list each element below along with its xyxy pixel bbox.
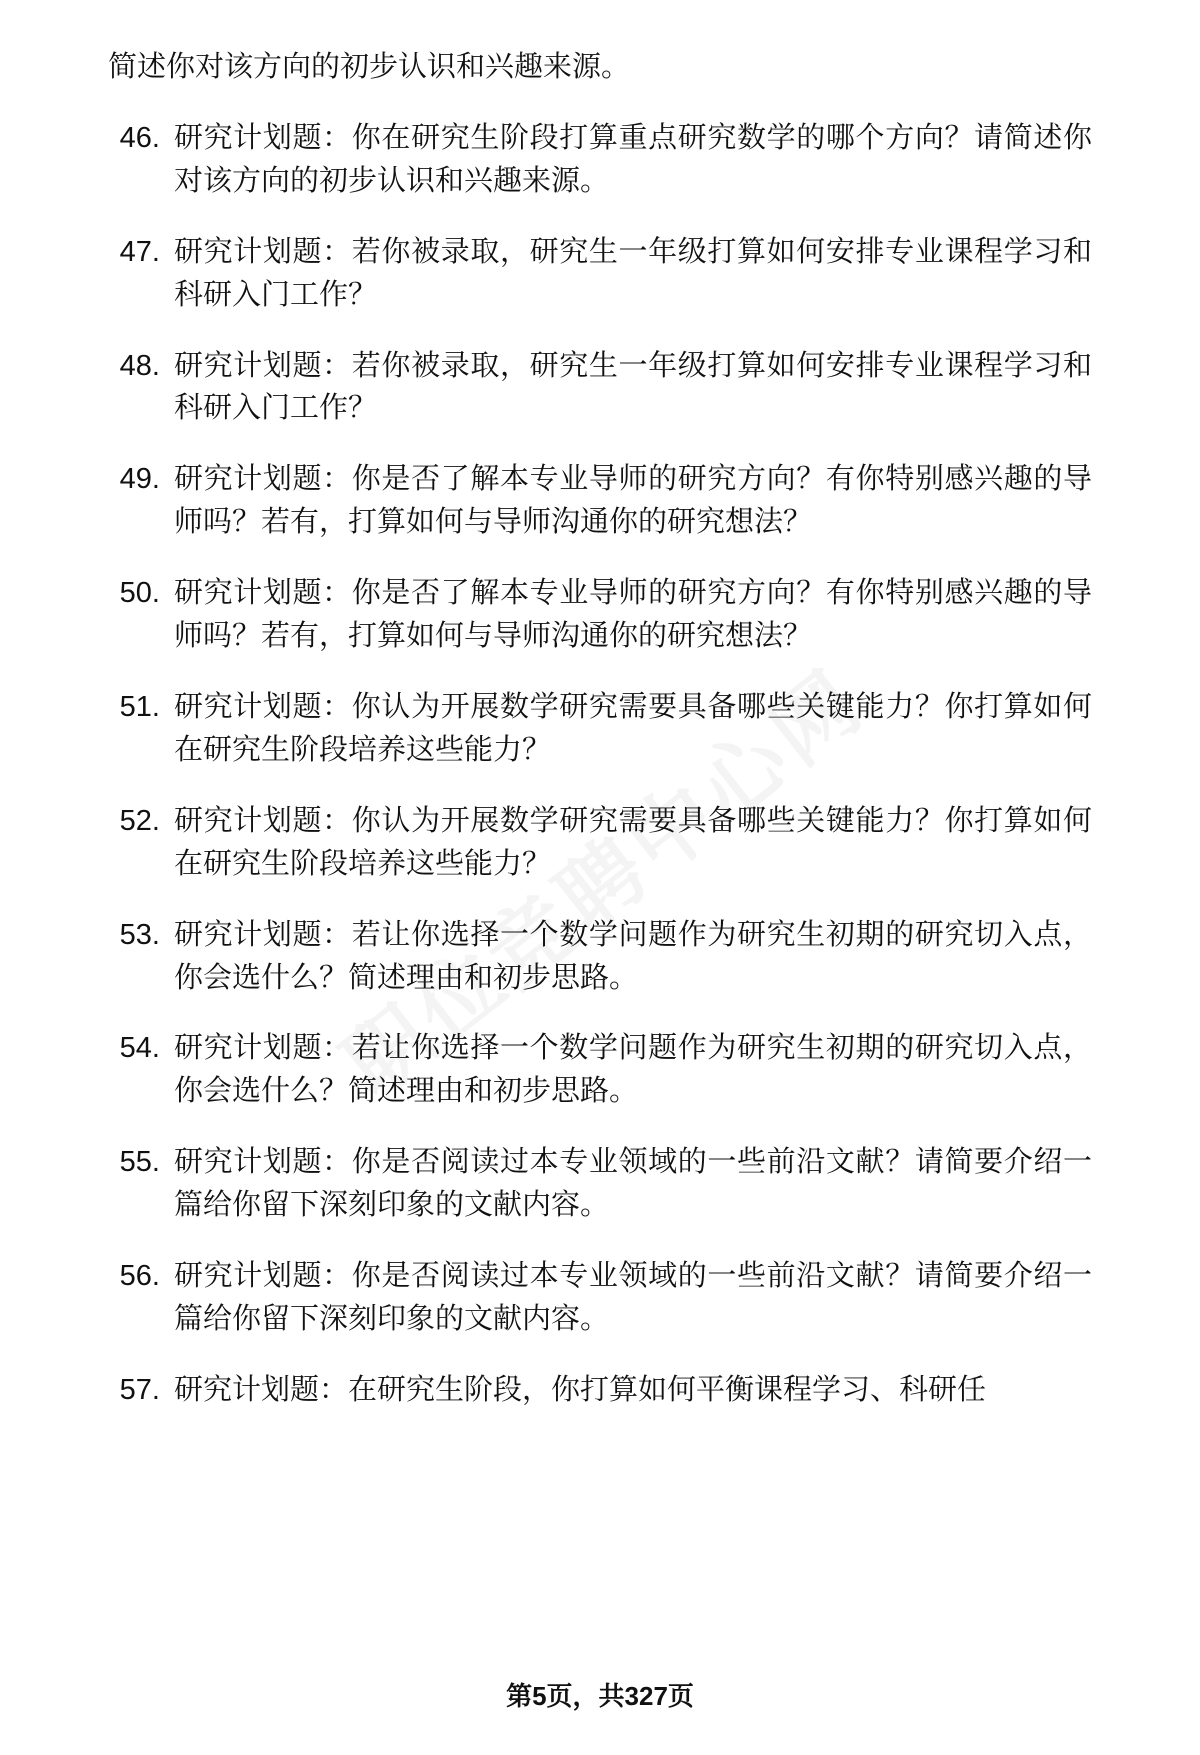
question-text: 研究计划题：若让你选择一个数学问题作为研究生初期的研究切入点，你会选什么？简述理由和初步思路。 (174, 1032, 1092, 1108)
question-number: 48. (119, 349, 160, 382)
question-number: 46. (119, 121, 160, 154)
question-text: 研究计划题：你是否阅读过本专业领域的一些前沿文献？请简要介绍一篇给你留下深刻印象的文献内容。 (174, 1260, 1092, 1335)
question-number: 53. (119, 918, 160, 951)
list-item (108, 458, 1092, 544)
question-number: 50. (119, 577, 160, 610)
question-text: 研究计划题：你认为开展数学研究需要具备哪些关键能力？你打算如何在研究生阶段培养这些能力？ (174, 690, 1092, 766)
question-number: 49. (119, 463, 160, 496)
list-item (108, 231, 1092, 317)
list-item (108, 1369, 1092, 1412)
list-item (108, 1027, 1092, 1113)
question-text: 研究计划题：在研究生阶段，你打算如何平衡课程学习、科研任 (174, 1373, 987, 1406)
question-text: 研究计划题：你是否了解本专业导师的研究方向？有你特别感兴趣的导师吗？若有，打算如何与导师沟通你的研究想法？ (174, 577, 1092, 653)
list-item (108, 117, 1092, 203)
page-content (108, 46, 1092, 1412)
question-number: 52. (119, 804, 160, 837)
question-text: 研究计划题：若让你选择一个数学问题作为研究生初期的研究切入点，你会选什么？简述理由和初步思路。 (174, 918, 1092, 994)
list-item (108, 1255, 1092, 1341)
question-text: 研究计划题：你是否阅读过本专业领域的一些前沿文献？请简要介绍一篇给你留下深刻印象的文献内容。 (174, 1146, 1092, 1222)
question-text: 研究计划题：你认为开展数学研究需要具备哪些关键能力？你打算如何在研究生阶段培养这些能力？ (174, 804, 1092, 880)
question-number: 55. (119, 1146, 160, 1179)
question-text: 研究计划题：若你被录取，研究生一年级打算如何安排专业课程学习和科研入门工作？ (174, 235, 1092, 311)
question-text: 研究计划题：你在研究生阶段打算重点研究数学的哪个方向？请简述你对该方向的初步认识和兴趣来源。 (174, 121, 1092, 197)
list-item (108, 914, 1092, 1000)
question-number: 51. (119, 690, 160, 723)
continued-paragraph: 简述你对该方向的初步认识和兴趣来源。 (108, 51, 631, 83)
list-item (108, 1141, 1092, 1227)
question-text: 研究计划题：若你被录取，研究生一年级打算如何安排专业课程学习和科研入门工作？ (174, 349, 1092, 425)
question-text: 研究计划题：你是否了解本专业导师的研究方向？有你特别感兴趣的导师吗？若有，打算如何与导师沟通你的研究想法？ (174, 463, 1092, 539)
question-number: 47. (119, 235, 160, 268)
list-item (108, 686, 1092, 772)
question-number: 57. (119, 1373, 160, 1406)
page-footer: 第5页，共327页 (506, 1681, 694, 1711)
question-number: 56. (119, 1260, 160, 1293)
list-item (108, 345, 1092, 431)
list-item (108, 800, 1092, 886)
list-item (108, 572, 1092, 658)
question-number: 54. (119, 1032, 160, 1065)
